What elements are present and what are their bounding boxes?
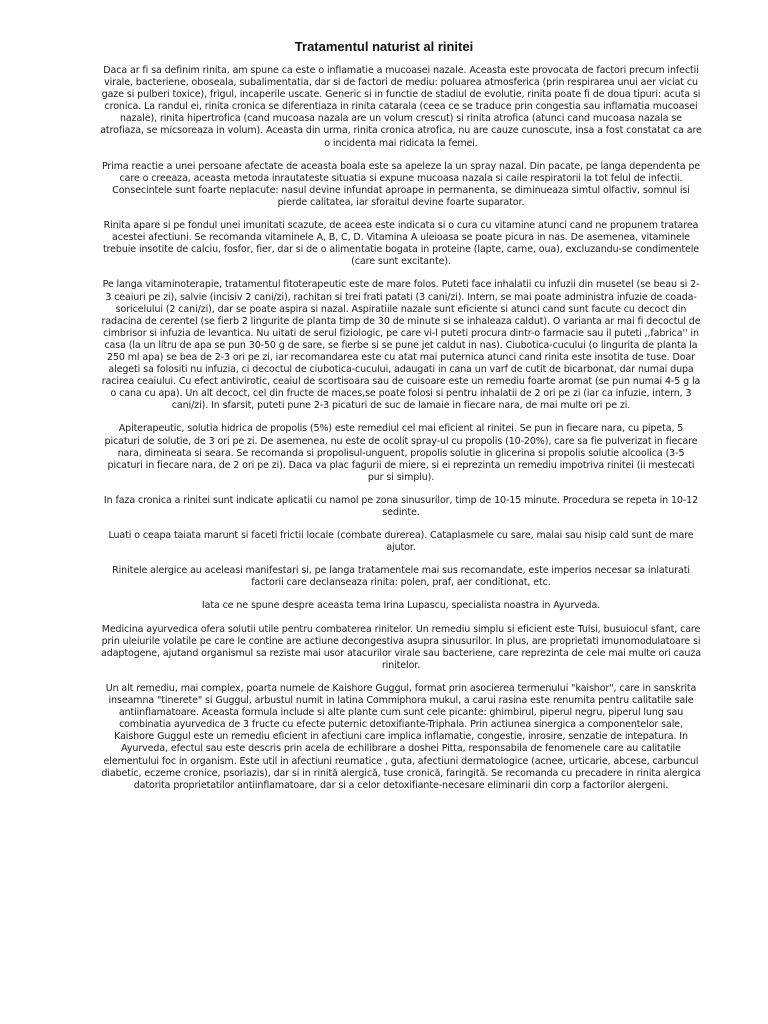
document-body (100, 65, 702, 803)
paragraph-chronic-phase: In faza cronica a rinitei sunt indicate aplicatii cu namol pe zona sinusurilor, timp de 10-15 minute. Procedura se repeta in 10-12 sedinte. (103, 494, 699, 518)
paragraph-kaishore-guggul: Un alt remediu, mai complex, poarta numele de Kaishore Guggul, format prin asocierea termenului "kaishor", care in sanskrita inseamna "tinerete" si Guggul, arbustul numit in latina Commiphora mukul, a carui rasina este renumita pentru calitatile sale antiinflamatoare. Aceasta formula include si alte plante cum sunt cele picante: ghimbirul, piperul negru, piperul lung sau combinatia ayurvedica de 3 fructe cu efecte puternic detoxifiante-Triphala. Prin actiunea sinergica a componentelor sale, Kaishore Guggul este un remediu eficient in afectiuni care implica inflamatie, congestie, inrosire, senzatie de intepatura. In Ayurveda, efectul sau este descris prin acela de echilibrare a doshei Pitta, responsabila de fenomenele care au calitatile elementului foc in organism. Este util in afectiuni reumatice , guta, afectiuni dermatologice (acnee, urticarie, abcese, carbuncul diabetic, eczeme cronice, psoriazis), dar si in rinită alergică, tuse cronică, faringită. Se recomanda cu precadere in rinita alergica datorita proprietatilor antiinflamatoare, dar si a celor detoxifiante-necesare eliminarii din corp a factorilor alergeni. (101, 682, 701, 791)
paragraph-allergic: Rinitele alergice au aceleasi manifestari si, pe langa tratamentele mai sus recomandate, este imperios necesar sa inlaturati factorii care declanseaza rinita: polen, praf, aer conditionat, etc. (112, 565, 690, 589)
document-title: Tratamentul naturist al rinitei (294, 39, 474, 54)
paragraph-nasal-spray: Prima reactie a unei persoane afectate de aceasta boala este sa apeleze la un spray nazal. Din pacate, pe langa dependenta pe care o creeaza, aceasta metoda inrautateste situatia si expune mucoasa nazala si caile respiratorii la tot felul de infectii. Consecintele sunt foarte neplacute: nasul devine infundat aproape in permanenta, se diminueaza simtul olfactiv, somnul isi pierde calitatea, iar sforaitul devine foarte suparator. (101, 160, 701, 208)
paragraph-phytotherapy: Pe langa vitaminoterapie, tratamentul fitoterapeutic este de mare folos. Puteti face inhalatii cu infuzii din musetel (se beau si 2-3 ceaiuri pe zi), salvie (incisiv 2 cani/zi), rachitan si trei frati patati (3 cani/zi). Intern, se mai poate administra infuzie de coada-soricelului (2 cani/zi), dar se poate aspira si nazal. Aspiratiile nazale sunt eficiente si atunci cand sunt facute cu decoct din radacina de cerentel (se fierb 2 lingurite de planta timp de 30 de minute si se inhaleaza caldut). O varianta ar mai fi decoctul de cimbrisor si infuzia de levantica. Nu uitati de serul fiziologic, pe care vi-l puteti procura dintr-o farmacie sau il puteti ,,fabrica'' in casa (la un litru de apa se pun 30-50 g de sare, se fierbe si se pune jet caldut in nas). Ciubotica-cucului (o lingurita de planta la 250 ml apa) se bea de 2-3 ori pe zi, iar recomandarea este cu atat mai puternica atunci cand rinita este insotita de tuse. Doar alegeti sa folositi nu infuzia, ci decoctul de ciubotica-cucului, adaugati in cana un varf de cutit de bicarbonat, dar numai dupa racirea ceaiului. Cu efect antivirotic, ceaiul de scortisoara sau de cuisoare este un remediu foarte aromat (se pun numai 4-5 g la o cana cu apa). Un alt decoct, cel din fructe de maces,se poate folosi si pentru inhalatii de 2 ori pe zi (iar ca infuzie, intern, 3 cani/zi). In sfarsit, puteti pune 2-3 picaturi de suc de lamaie in fiecare nara, de mai multe ori pe zi. (101, 279, 701, 412)
paragraph-apitherapy: Apiterapeutic, solutia hidrica de propolis (5%) este remediul cel mai eficient al rinitei. Se pun in fiecare nara, cu pipeta, 5 picaturi de solutie, de 3 ori pe zi. De asemenea, nu este de ocolit spray-ul cu propolis (10-20%), care sa fie pulverizat in fiecare nara, dimineata si seara. Se recomanda si propolisul-unguent, propolis solutie in glicerina si propolis solutie alcoolica (3-5 picaturi in fiecare nara, de 2 ori pe zi). Daca va plac fagurii de miere, si ei reprezinta un remediu impotriva rinitei (ii mestecati pur si simplu). (104, 423, 698, 483)
paragraph-definition: Daca ar fi sa definim rinita, am spune ca este o inflamatie a mucoasei nazale. Aceasta este provocata de factori precum infectii virale, bacteriene, oboseala, subalimentatia, dar si de factori de mediu: poluarea atmosferica (prin respirarea unui aer viciat cu gaze si pulberi toxice), frigul, incaperile uscate. Generic si in functie de stadiul de evolutie, rinita poate fi de doua tipuri: acuta si cronica. La randul ei, rinita cronica se diferentiaza in rinita catarala (ceea ce se traduce prin congestia sau inflamatia mucoasei nazale), rinita hipertrofica (cand mucoasa nazala are un volum crescut) si rinita atrofica (atunci cand mucoasa nazala se atrofiaza, se micsoreaza in volum). Aceasta din urma, rinita cronica atrofica, nu are cauze cunoscute, insa a fost constatat ca are o incidenta mai ridicata la femei. (100, 65, 702, 149)
paragraph-ayurveda-intro: Iata ce ne spune despre aceasta tema Irina Lupascu, specialista noastra in Ayurveda. (201, 600, 601, 612)
paragraph-vitamins: Rinita apare si pe fondul unei imunitati scazute, de aceea este indicata si o cura cu vitamine atunci cand ne propunem tratarea acestei afectiuni. Se recomanda vitaminele A, B, C, D. Vitamina A uleioasa se poate picura in nas. De asemenea, vitaminele trebuie insotite de calciu, fosfor, fier, dar si de o alimentatie bogata in proteine (lapte, carne, oua), excluzandu-se condimentele (care sunt excitante). (102, 220, 700, 268)
paragraph-onion: Luati o ceapa taiata marunt si faceti frictii locale (combate durerea). Cataplasmele cu sare, malai sau nisip cald sunt de mare ajutor. (108, 530, 694, 554)
paragraph-tulsi: Medicina ayurvedica ofera solutii utile pentru combaterea rinitelor. Un remediu simplu si eficient este Tulsi, busuiocul sfant, care prin uleiurile volatile pe care le contine are actiune decongestiva asupra sinusurilor. In plus, are proprietati imunomodulatoare si adaptogene, ajutand organismul sa reziste mai usor atacurilor virale sau bacteriene, care reprezinta de cele mai multe ori cauza rinitelor. (101, 623, 701, 671)
